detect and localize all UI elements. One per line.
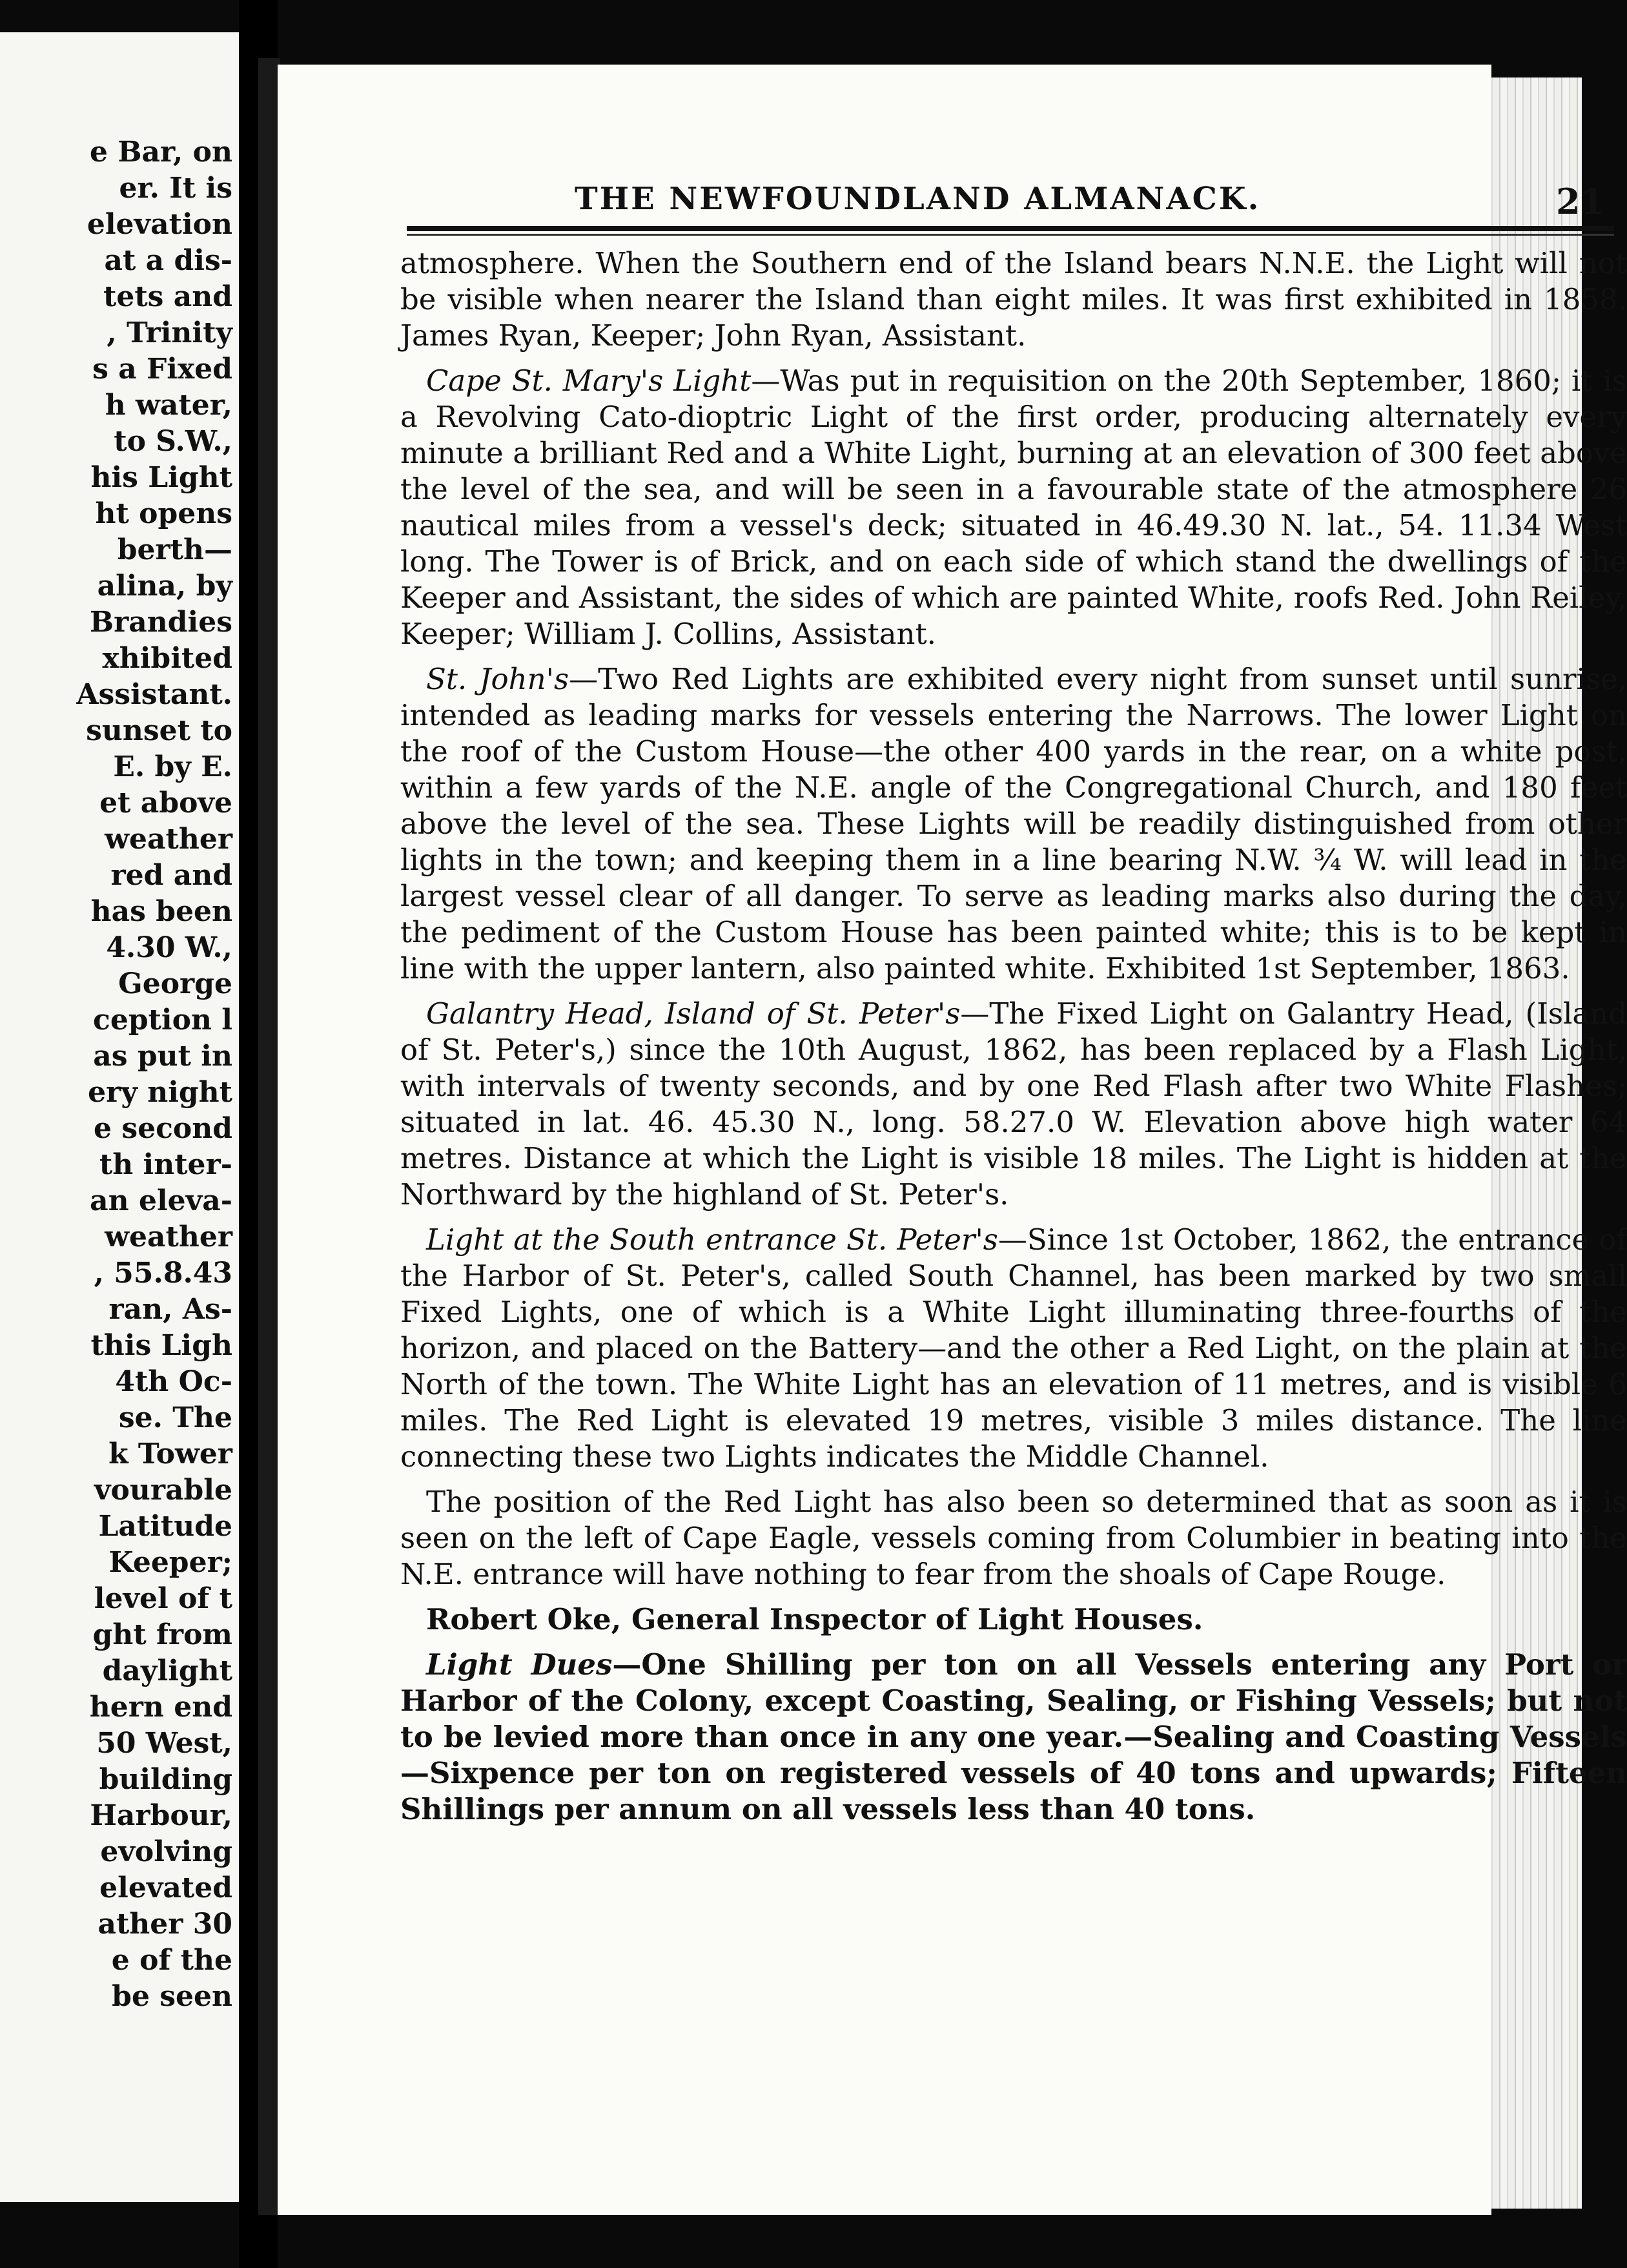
left-page-line: an eleva- [90, 1184, 232, 1217]
left-page-line: alina, by [97, 570, 232, 603]
left-page-line: Assistant. [76, 678, 232, 711]
left-page-line: ht opens [95, 497, 232, 530]
binding-shadow [258, 58, 280, 2215]
left-page-line: elevated [99, 1871, 232, 1904]
left-page-line: er. It is [119, 172, 232, 205]
left-page-line: George [118, 967, 232, 1000]
left-page-line: at a dis- [104, 244, 232, 277]
left-page-line: se. The [118, 1401, 232, 1434]
left-page-line: sunset to [86, 714, 232, 747]
paragraph-red-light-position: The position of the Red Light has also been so determined that as soon as it is seen on the left of Cape Eagle, vessels coming from Columbier in beating into the N.E. entrance will have nothing to fear from the shoals of Cape Rouge. [400, 1485, 1627, 1591]
left-page-line: this Ligh [90, 1329, 232, 1362]
left-page-line: et above [99, 787, 232, 820]
left-page-line: s a Fixed [92, 353, 232, 386]
left-page-line: hern end [89, 1691, 232, 1724]
left-page-line: Harbour, [90, 1799, 232, 1832]
left-page-line: ery night [88, 1076, 232, 1109]
paragraph-st-johns: St. John's—Two Red Lights are exhibited every night from sunset until sunrise, intended as leading marks for vessels entering the Narrows. The lower Light on the roof of the Custom House—the other 400 yards in the rear, on a white post, within a few yards of the N.E. angle of the Congregational Church, and 180 feet above the level of the sea. These Lights will be readily distinguished from other lights in the town; and keeping them in a line bearing N.W. ¾ W. will lead in the largest vessel clear of all danger. To serve as leading marks also during the day, the pediment of the Custom House has been painted white; this is to be kept in line with the upper lantern, also painted white. Exhibited 1st September, 1863. [400, 662, 1627, 985]
left-page-line: red and [110, 859, 232, 892]
left-page-line: k Tower [108, 1438, 232, 1470]
left-page-line: vourable [94, 1474, 232, 1507]
left-page-line: , 55.8.43 [94, 1257, 232, 1290]
left-page-line: ran, As- [108, 1293, 232, 1326]
page-header-title: THE NEWFOUNDLAND ALMANACK. [575, 181, 1261, 217]
left-page-line: xhibited [102, 642, 232, 675]
left-page-line: , Trinity [107, 316, 232, 349]
left-page-line: elevation [87, 208, 232, 241]
left-page-line: building [99, 1763, 232, 1796]
left-page-line: Keeper; [108, 1546, 232, 1579]
left-page-line: weather [105, 1221, 232, 1253]
page-body [400, 245, 1627, 1837]
paragraph-continuation: atmosphere. When the Southern end of the Island bears N.N.E. the Light will not be visible when nearer the Island than eight miles. It was first exhibited in 1858. James Ryan, Keeper; John Ryan, Assistant. [400, 246, 1627, 353]
left-page-line: 4.30 W., [106, 931, 232, 964]
paragraph-light-dues: Light Dues—One Shilling per ton on all Vessels entering any Port or Harbor of the Colony, except Coasting, Sealing, or Fishing Vessels; but not to be levied more than once in any one year.—Sealing and Coasting Vessels—Sixpence per ton on registered vessels of 40 tons and upwards; Fifteen Shillings per annum on all vessels less than 40 tons. [400, 1647, 1627, 1826]
page-number: 21 [1556, 181, 1605, 222]
left-page-line: be seen [112, 1980, 232, 2013]
paragraph-cape-st-marys: Cape St. Mary's Light—Was put in requisition on the 20th September, 1860; it is a Revolving Cato-dioptric Light of the first order, producing alternately every minute a brilliant Red and a White Light, burning at an elevation of 300 feet above the level of the sea, and will be seen in a favourable state of the atmosphere 26 nautical miles from a vessel's deck; situated in 46.49.30 N. lat., 54. 11.34 West long. The Tower is of Brick, and on each side of which stand the dwellings of the Keeper and Assistant, the sides of which are painted White, roofs Red. John Reiley, Keeper; William J. Collins, Assistant. [400, 364, 1627, 651]
left-page-line: to S.W., [114, 425, 232, 458]
left-page-line: ght from [92, 1618, 232, 1651]
left-page-line: tets and [103, 280, 232, 313]
header-rule-thin [407, 234, 1614, 236]
left-page-line: Latitude [98, 1510, 232, 1543]
left-page-line: 50 West, [96, 1727, 232, 1760]
left-page-line: 4th Oc- [115, 1365, 232, 1398]
running-header [575, 181, 1614, 217]
left-page-fragment [0, 32, 239, 2202]
left-page-line: E. by E. [113, 750, 232, 783]
left-page-line: Brandies [89, 606, 232, 639]
paragraph-inspector: Robert Oke, General Inspector of Light Houses. [426, 1602, 1203, 1636]
left-page-line: ather 30 [97, 1908, 232, 1941]
paragraph-galantry-head: Galantry Head, Island of St. Peter's—The Fixed Light on Galantry Head, (Island of St. Peter's,) since the 10th August, 1862, has been replaced by a Flash Light, with intervals of twenty seconds, and by one Red Flash after two White Flashes; situated in lat. 46. 45.30 N., long. 58.27.0 W. Elevation above high water 64 metres. Distance at which the Light is visible 18 miles. The Light is hidden at the Northward by the highland of St. Peter's. [400, 996, 1627, 1211]
left-page-line: level of t [94, 1582, 232, 1615]
left-page-line: ception l [93, 1004, 232, 1036]
left-page-line: his Light [90, 461, 232, 494]
left-page-line: e second [94, 1112, 232, 1145]
left-page-line: h water, [105, 389, 232, 422]
right-page [278, 65, 1627, 2215]
left-page-line: as put in [93, 1040, 232, 1073]
left-page-line: has been [90, 895, 232, 928]
left-page-line: weather [105, 823, 232, 856]
left-page-line: e Bar, on [90, 136, 232, 169]
paragraph-south-entrance: Light at the South entrance St. Peter's—Since 1st October, 1862, the entrance of the Harbor of St. Peter's, called South Channel, has been marked by two small Fixed Lights, one of which is a White Light illuminating three-fourths of the horizon, and placed on the Battery—and the other a Red Light, on the plain at the North of the town. The White Light has an elevation of 11 metres, and is visible 6 miles. The Red Light is elevated 19 metres, visible 3 miles distance. The line connecting these two Lights indicates the Middle Channel. [400, 1222, 1627, 1474]
left-page-line: th inter- [99, 1148, 232, 1181]
header-rule [407, 226, 1614, 231]
left-page-line: daylight [102, 1655, 232, 1687]
left-page-line: e of the [111, 1944, 232, 1977]
left-page-line: berth— [117, 533, 232, 566]
left-page-line: evolving [100, 1835, 232, 1868]
